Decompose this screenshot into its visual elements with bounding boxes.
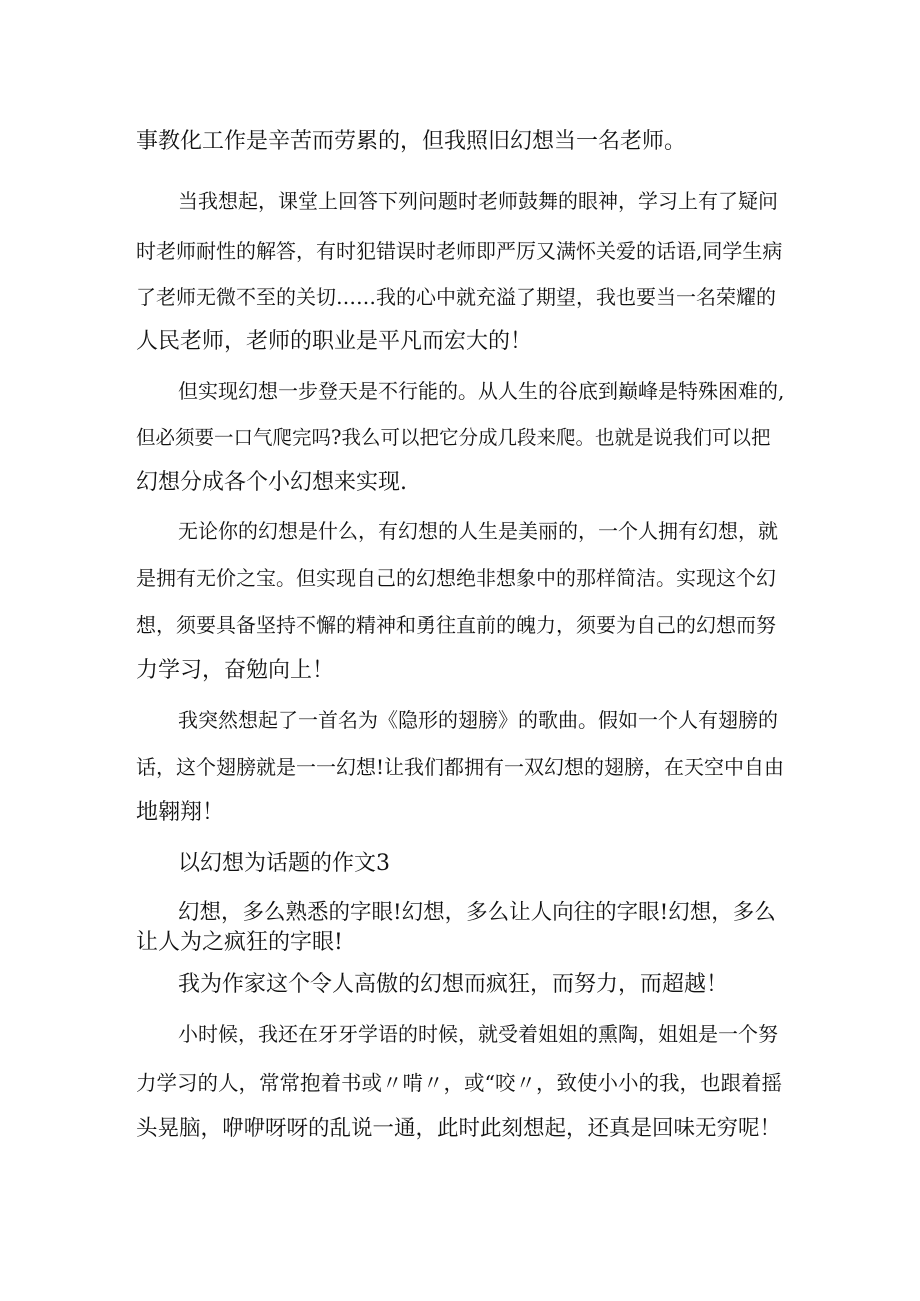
text-line: 话，这个翅膀就是一一幻想!让我们都拥有一双幻想的翅膀，在天空中自由 [136, 755, 785, 779]
text-line: 是拥有无价之宝。但实现自己的幻想绝非想象中的那样简洁。实现这个幻 [136, 566, 776, 590]
text-line: 我突然想起了一首名为《隐形的翅膀》的歌曲。假如一个人有翅膀的 [178, 708, 778, 732]
text-line: 时老师耐性的解答，有时犯错误时老师即严厉又满怀关爱的话语,同学生病 [136, 239, 783, 263]
text-line: 无论你的幻想是什么，有幻想的人生是美丽的，一个人拥有幻想，就 [178, 519, 778, 543]
text-line: 让人为之疯狂的字眼! [136, 930, 343, 955]
text-line: 幻想分成各个小幻想来实现. [136, 470, 407, 495]
text-line: 力学习的人，常常抱着书或〃啃〃，或“咬〃，致使小小的我，也跟着摇 [136, 1071, 782, 1095]
text-line: 但必须要一口气爬完吗?我么可以把它分成几段来爬。也就是说我们可以把 [136, 426, 771, 449]
text-line: 想，须要具备坚持不懈的精神和勇往直前的魄力，须要为自己的幻想而努 [136, 613, 776, 637]
text-line: 我为作家这个令人高傲的幻想而疯狂，而努力，而超越！ [178, 972, 729, 997]
text-line: 小时候，我还在牙牙学语的时候，就受着姐姐的熏陶，姐姐是一个努 [178, 1022, 778, 1046]
section-heading: 以幻想为话题的作文3 [178, 851, 390, 876]
text-line: 但实现幻想一步登天是不行能的。从人生的谷底到巅峰是特殊困难的, [178, 379, 785, 403]
text-line: 事教化工作是辛苦而劳累的，但我照旧幻想当一名老师。 [136, 129, 687, 154]
text-line: 幻想，多么熟悉的字眼!幻想，多么让人向往的字眼!幻想，多么 [178, 900, 776, 925]
text-line: 人民老师，老师的职业是平凡而宏大的！ [136, 329, 533, 354]
text-line: 力学习，奋勉向上！ [136, 658, 335, 683]
text-line: 头晃脑，咿咿呀呀的乱说一通，此时此刻想起，还真是回味无穷呢！ [136, 1116, 782, 1141]
text-line: 了老师无微不至的关切……我的心中就充溢了期望，我也要当一名荣耀的 [136, 285, 776, 309]
text-line: 地翱翔！ [136, 800, 225, 825]
text-line: 当我想起，课堂上回答下列问题时老师鼓舞的眼神，学习上有了疑问 [178, 189, 778, 213]
